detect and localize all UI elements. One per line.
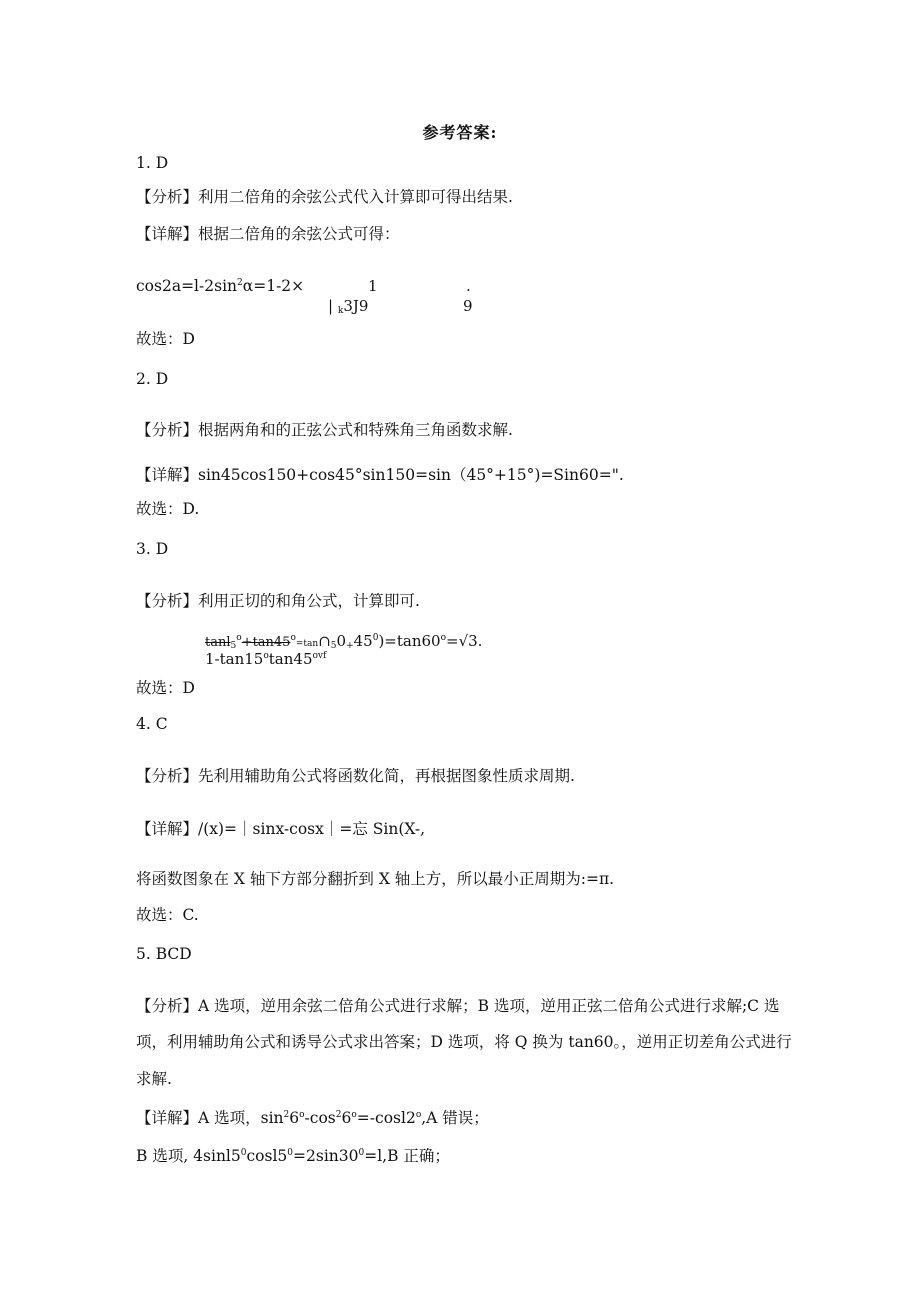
q5-analysis-line-3: 求解. bbox=[136, 1070, 172, 1088]
q5-b-m1: cosl5 bbox=[246, 1147, 288, 1165]
q3-sup-4: o bbox=[440, 633, 447, 643]
q5-b-s1: 0 bbox=[240, 1148, 247, 1158]
q1-formula-sup: 2 bbox=[237, 278, 243, 288]
q5-a-s4: o bbox=[351, 1110, 357, 1120]
q3-cap: ∩ bbox=[318, 632, 331, 650]
q3-answer: 故选：D bbox=[136, 679, 195, 697]
q2-number: 2. D bbox=[136, 370, 169, 388]
q3-number: 3. D bbox=[136, 540, 169, 558]
q3-formula-denominator bbox=[205, 649, 326, 669]
q3-strike-1: tanl bbox=[205, 635, 231, 650]
q3-analysis: 【分析】利用正切的和角公式，计算即可. bbox=[136, 592, 420, 610]
q4-detail: 【详解】/(x)=｜sinx-cosx｜=忘 Sin(X-, bbox=[136, 820, 426, 838]
q3-strike-2: +tan45 bbox=[241, 635, 291, 650]
q3-sup-3: 0 bbox=[372, 633, 379, 643]
q2-analysis: 【分析】根据两角和的正弦公式和特殊角三角函数求解. bbox=[136, 421, 513, 439]
q1-fraction-denominator bbox=[328, 296, 368, 316]
q3-tail: 0 bbox=[336, 632, 347, 650]
q1-answer: 故选：D bbox=[136, 330, 195, 348]
q3-rest: 45 bbox=[353, 632, 373, 650]
q1-formula-main: cos2a=l-2sin bbox=[136, 277, 238, 295]
q5-b-m2: =2sin30 bbox=[293, 1147, 359, 1165]
q3-sub-2: 5 bbox=[330, 641, 337, 651]
q5-number: 5. BCD bbox=[136, 945, 192, 963]
q5-a-end: ,A 错误； bbox=[421, 1109, 489, 1127]
q1-analysis: 【分析】利用二倍角的余弦公式代入计算即可得出结果. bbox=[136, 188, 513, 206]
q5-b-end: =l,B 正确； bbox=[364, 1147, 450, 1165]
q5-b-s2: 0 bbox=[287, 1148, 294, 1158]
q4-explanation: 将函数图象在 X 轴下方部分翻折到 X 轴上方，所以最小正周期为:=π. bbox=[136, 870, 615, 888]
q1-k: k bbox=[337, 306, 344, 316]
q5-a-m4: =-cosl2 bbox=[356, 1109, 416, 1127]
q5-a-s5: o bbox=[415, 1110, 422, 1120]
q5-a-m2: -cos bbox=[304, 1109, 336, 1127]
q2-answer: 故选：D. bbox=[136, 500, 200, 518]
q5-a-m1: 6 bbox=[289, 1109, 300, 1127]
q5-analysis-line-2: 项，利用辅助角公式和诱导公式求出答案；D 选项，将 Q 换为 tan60。，逆用正切差角公式进行 bbox=[136, 1033, 792, 1051]
q1-fraction-numerator: 1 bbox=[368, 277, 378, 295]
q5-b-pre: B 选项, 4sinl5 bbox=[136, 1147, 241, 1165]
q3-tan: =tan bbox=[295, 639, 319, 649]
q4-answer: 故选：C. bbox=[136, 906, 199, 924]
q3-den-sup: o bbox=[263, 651, 269, 661]
q5-detail-a bbox=[136, 1108, 489, 1128]
q3-sup-2: o bbox=[290, 633, 296, 643]
q4-analysis: 【分析】先利用辅助角公式将函数化简，再根据图象性质求周期. bbox=[136, 767, 575, 785]
q1-bar: | bbox=[328, 297, 334, 315]
q5-a-pre: 【详解】A 选项，sin bbox=[136, 1109, 284, 1127]
q1-den: 3J9 bbox=[343, 297, 369, 315]
q2-detail: 【详解】sin45cos150+cos45°sin150=sin（45°+15°)=Sin60=". bbox=[136, 466, 624, 484]
q1-formula-rest: α=1-2× bbox=[242, 277, 305, 295]
q3-den: 1-tan15 bbox=[205, 650, 264, 668]
q5-a-s1: 2 bbox=[283, 1110, 290, 1120]
q5-detail-b bbox=[136, 1146, 450, 1166]
q3-sup-1: o bbox=[236, 633, 242, 643]
q3-result: =√3. bbox=[446, 632, 483, 650]
q1-number: 1. D bbox=[136, 154, 169, 172]
q3-sub-3: + bbox=[346, 641, 354, 651]
q3-end: )=tan60 bbox=[378, 632, 441, 650]
q1-fraction-nine: 9 bbox=[463, 297, 473, 315]
q1-formula bbox=[136, 276, 304, 296]
q1-detail: 【详解】根据二倍角的余弦公式可得： bbox=[136, 225, 400, 243]
q1-fraction-dot: . bbox=[466, 277, 471, 295]
q3-den-rest: tan45 bbox=[268, 650, 313, 668]
q5-a-s3: 2 bbox=[335, 1110, 342, 1120]
q5-a-m3: 6 bbox=[341, 1109, 352, 1127]
q3-den-sup-2: ovf bbox=[312, 651, 327, 661]
page-title: 参考答案: bbox=[422, 123, 498, 142]
q5-analysis-line-1: 【分析】A 选项，逆用余弦二倍角公式进行求解；B 选项，逆用正弦二倍角公式进行求解;C 选 bbox=[136, 997, 780, 1015]
q5-b-s3: 0 bbox=[358, 1148, 365, 1158]
q5-a-s2: o bbox=[299, 1110, 305, 1120]
q3-sub-1: 5 bbox=[230, 641, 237, 651]
q4-number: 4. C bbox=[136, 715, 168, 733]
